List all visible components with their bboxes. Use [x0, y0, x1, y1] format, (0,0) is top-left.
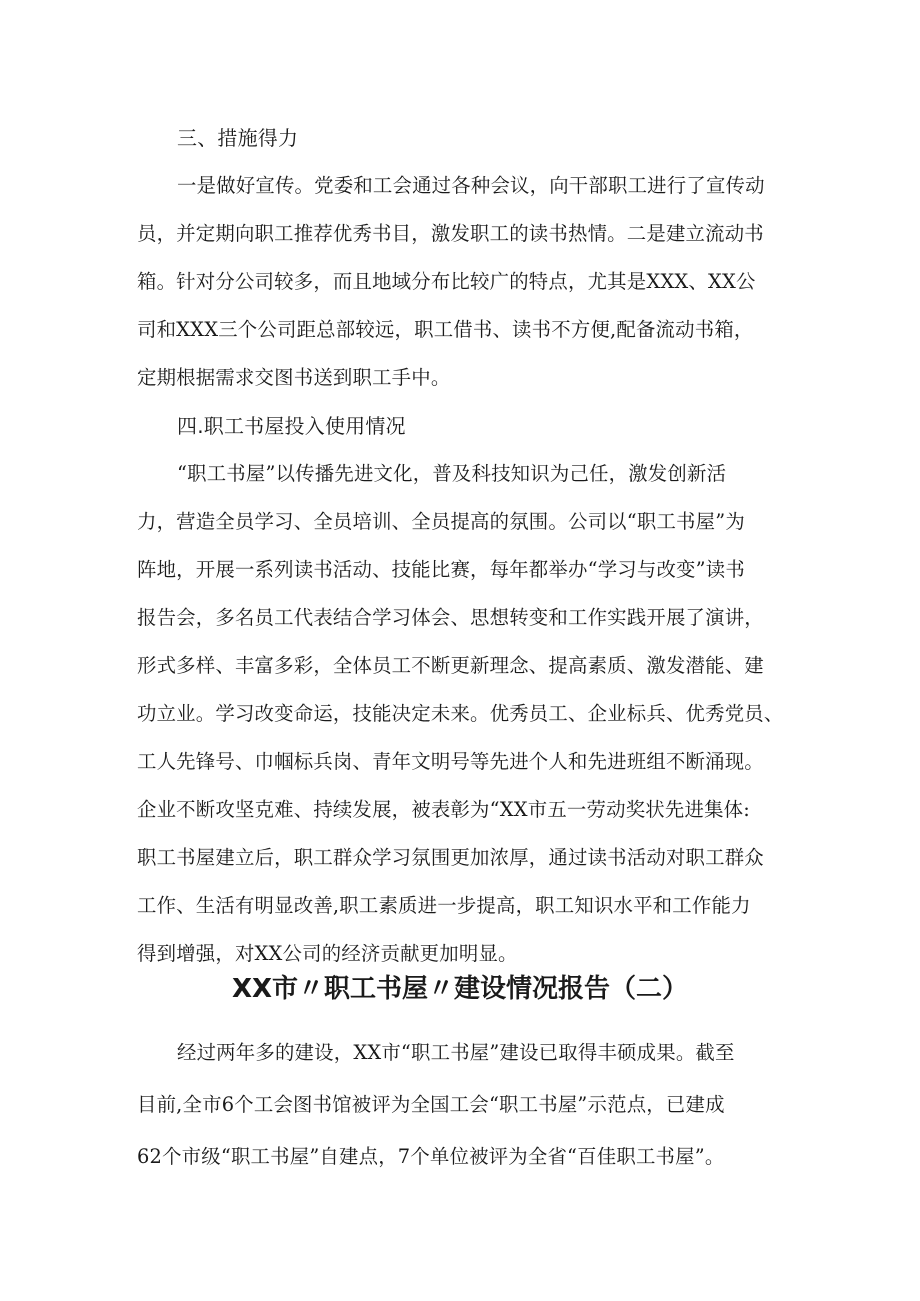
paragraph-line: 定期根据需求交图书送到职工手中。 [137, 366, 451, 389]
paragraph-line: 得到增强，对XX公司的经济贡献更加明显。 [137, 942, 518, 965]
paragraph-line: 员，并定期向职工推荐优秀书目，激发职工的读书热情。二是建立流动书 [137, 222, 764, 245]
paragraph-line: 职工书屋建立后，职工群众学习氛围更加浓厚，通过读书活动对职工群众 [137, 846, 764, 869]
paragraph-line: 形式多样、丰富多彩，全体员工不断更新理念、提高素质、激发潜能、建 [137, 654, 764, 677]
section-3-heading: 三、措施得力 [177, 126, 299, 150]
paragraph-line: 力，营造全员学习、全员培训、全员提高的氛围。公司以“职工书屋”为 [137, 510, 745, 533]
paragraph-line: 报告会，多名员工代表结合学习体会、思想转变和工作实践开展了演讲， [137, 606, 764, 629]
report-title: XX市〃职工书屋〃建设情况报告（二） [231, 974, 689, 1004]
paragraph-line: 阵地，开展一系列读书活动、技能比赛，每年都举办“学习与改变”读书 [137, 558, 745, 581]
paragraph-line: 司和XXX三个公司距总部较远，职工借书、读书不方便,配备流动书箱， [137, 318, 754, 341]
paragraph-line: 工人先锋号、巾帼标兵岗、青年文明号等先进个人和先进班组不断涌现。 [137, 750, 764, 773]
paragraph-line: “职工书屋”以传播先进文化，普及科技知识为己任，激发创新活 [177, 462, 727, 485]
paragraph-line: 经过两年多的建设，XX市“职工书屋”建设已取得丰硕成果。截至 [177, 1041, 735, 1064]
paragraph-line: 一是做好宣传。党委和工会通过各种会议，向干部职工进行了宣传动 [177, 174, 765, 197]
paragraph-line: 企业不断攻坚克难、持续发展，被表彰为“XX市五一劳动奖状先进集体: [137, 798, 750, 821]
paragraph-line: 功立业。学习改变命运，技能决定未来。优秀员工、企业标兵、优秀党员、 [137, 702, 784, 725]
paragraph-line: 目前,全市6个工会图书馆被评为全国工会“职工书屋”示范点，已建成 [137, 1093, 725, 1116]
section-4-heading: 四.职工书屋投入使用情况 [177, 414, 406, 438]
paragraph-line: 62个市级“职工书屋”自建点，7个单位被评为全省“百佳职工书屋”。 [137, 1145, 725, 1168]
paragraph-line: 箱。针对分公司较多，而且地域分布比较广的特点，尤其是XXX、XX公 [137, 270, 756, 293]
paragraph-line: 工作、生活有明显改善,职工素质进一步提高，职工知识水平和工作能力 [137, 894, 751, 917]
